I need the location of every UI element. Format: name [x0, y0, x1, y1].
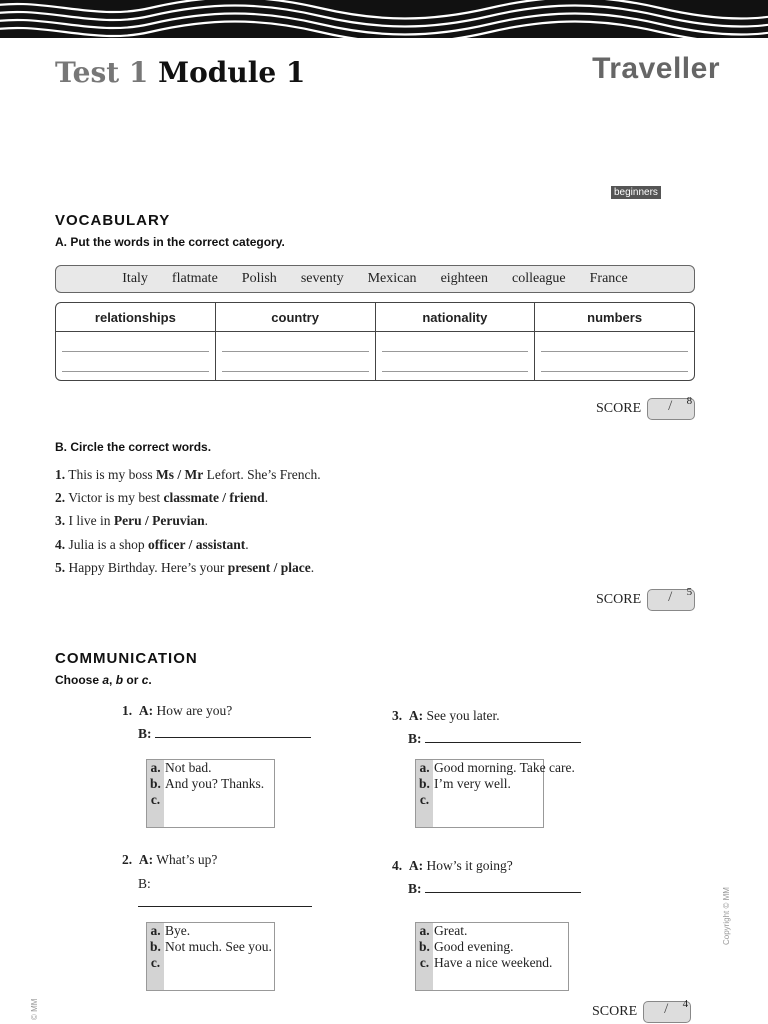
score-vocabulary-b — [596, 586, 695, 611]
option-row[interactable]: a. Bye. — [150, 923, 191, 938]
answer-line[interactable] — [425, 892, 581, 893]
column-header: relationships — [56, 303, 215, 332]
option-row[interactable]: b. I’m very well. — [419, 776, 511, 791]
answer-line[interactable] — [541, 371, 688, 372]
choice-option[interactable]: Peru / Peruvian — [113, 513, 205, 528]
word-item: Italy — [122, 271, 148, 286]
word-item: eighteen — [440, 271, 488, 286]
score-box[interactable]: / 5 — [647, 589, 695, 611]
options-box — [415, 759, 575, 828]
instruction-communication: Choose a, b or c. — [55, 673, 152, 687]
word-item: colleague — [511, 271, 566, 286]
list-item: 3. I live in Peru / Peruvian. — [55, 513, 208, 528]
wave-pattern-icon — [0, 0, 768, 38]
options-box — [146, 759, 275, 828]
score-vocabulary-a — [596, 395, 695, 420]
level-badge: beginners — [611, 186, 661, 199]
option-row[interactable]: c. — [150, 792, 161, 807]
question-answer-label: B: — [138, 876, 151, 891]
answer-line[interactable] — [222, 371, 369, 372]
word-item: Polish — [241, 271, 277, 286]
score-box[interactable]: / 4 — [643, 1001, 691, 1023]
instruction-part-b: B. Circle the correct words. — [55, 440, 212, 454]
header-band — [0, 0, 768, 38]
answer-line[interactable] — [155, 737, 311, 738]
section-title-communication: COMMUNICATION — [55, 650, 198, 667]
score-label: SCORE — [596, 401, 642, 416]
category-column — [216, 303, 376, 380]
question-answer: B: — [408, 881, 581, 897]
question-prompt: 4. A: How’s it going? — [392, 858, 513, 873]
score-box[interactable]: / 8 — [647, 398, 695, 420]
test-number: Test 1 — [55, 56, 149, 89]
question-prompt: 1. A: How are you? — [122, 703, 233, 718]
score-max: 8 — [686, 395, 693, 407]
answer-line[interactable] — [138, 906, 312, 907]
list-item: 2. Victor is my best classmate / friend. — [55, 490, 269, 505]
word-item: flatmate — [171, 271, 218, 286]
option-row[interactable]: b. And you? Thanks. — [150, 776, 265, 791]
question-prompt: 2. A: What’s up? — [122, 852, 218, 867]
option-row[interactable]: c. — [150, 955, 161, 970]
answer-line[interactable] — [382, 371, 529, 372]
list-item: 4. Julia is a shop officer / assistant. — [55, 537, 249, 552]
choice-option[interactable]: Ms / Mr — [156, 467, 204, 482]
option-row[interactable]: b. Good evening. — [419, 939, 514, 954]
option-row[interactable]: b. Not much. See you. — [150, 939, 272, 954]
word-item: seventy — [300, 271, 344, 286]
score-max: 5 — [686, 586, 693, 598]
word-item: Mexican — [367, 271, 417, 286]
option-row[interactable]: a. Good morning. Take care. — [419, 760, 575, 775]
options-box — [415, 922, 569, 991]
score-communication — [592, 998, 691, 1023]
answer-line[interactable] — [425, 742, 581, 743]
score-label: SCORE — [596, 592, 642, 607]
category-column — [376, 303, 536, 380]
score-max: 4 — [682, 998, 689, 1010]
choice-option[interactable]: present / place — [227, 560, 311, 575]
copyright-right: Copyright © MM — [722, 887, 731, 945]
answer-line[interactable] — [62, 371, 209, 372]
question-answer: B: — [138, 726, 311, 742]
page-title — [55, 56, 305, 89]
choice-option[interactable]: classmate / friend — [163, 490, 265, 505]
answer-line[interactable] — [541, 351, 688, 352]
answer-line[interactable] — [222, 351, 369, 352]
question-answer: B: — [408, 731, 581, 747]
answer-line[interactable] — [382, 351, 529, 352]
score-label: SCORE — [592, 1004, 638, 1019]
word-item: France — [589, 271, 628, 286]
option-row[interactable]: a. Not bad. — [150, 760, 212, 775]
instruction-part-a: A. Put the words in the correct category. — [55, 235, 285, 249]
category-column — [535, 303, 694, 380]
brand-logo: Traveller — [592, 52, 720, 85]
column-header: country — [216, 303, 375, 332]
option-row[interactable]: c. — [419, 792, 430, 807]
question-prompt: 3. A: See you later. — [392, 708, 500, 723]
answer-line[interactable] — [62, 351, 209, 352]
word-bank — [55, 265, 695, 293]
column-header: numbers — [535, 303, 694, 332]
module-number: Module 1 — [158, 56, 306, 89]
options-box — [146, 922, 275, 991]
category-column — [56, 303, 216, 380]
option-row[interactable]: a. Great. — [419, 923, 468, 938]
list-item: 5. Happy Birthday. Here’s your present / place. — [55, 560, 315, 575]
option-row[interactable]: c. Have a nice weekend. — [419, 955, 553, 970]
section-title-vocabulary: VOCABULARY — [55, 212, 171, 229]
column-header: nationality — [376, 303, 535, 332]
list-item: 1. This is my boss Ms / Mr Lefort. She’s French. — [55, 467, 321, 482]
category-table — [55, 302, 695, 381]
choice-option[interactable]: officer / assistant — [148, 537, 246, 552]
copyright-left: © MM — [30, 998, 39, 1020]
